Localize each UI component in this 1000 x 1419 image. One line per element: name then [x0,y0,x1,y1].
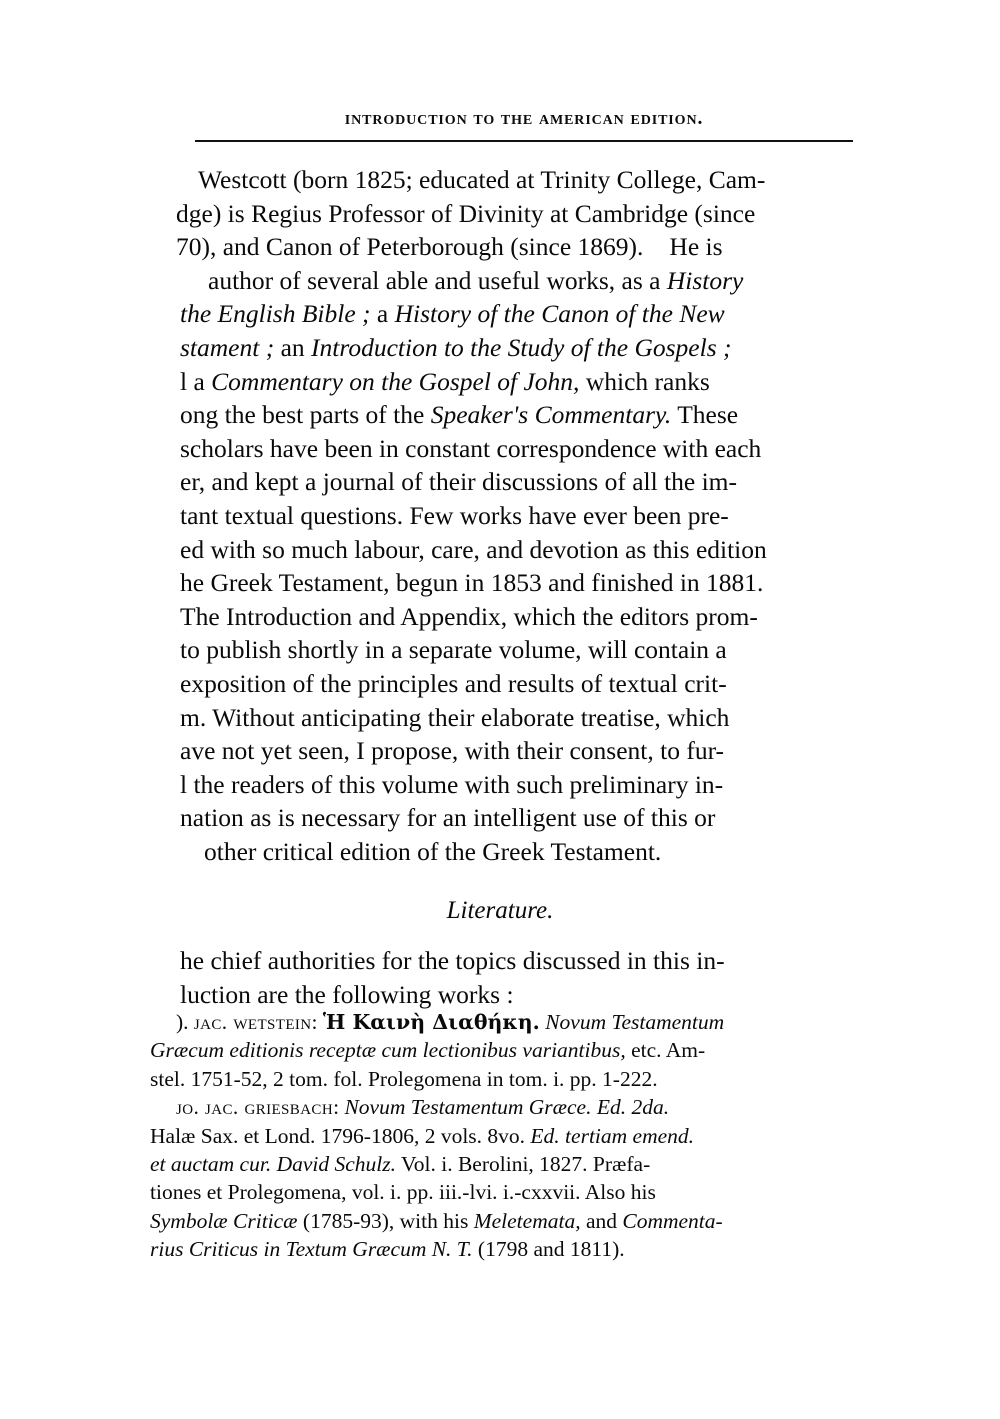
body-line [150,331,850,365]
body-line [150,633,850,667]
body-line [150,264,850,298]
bib-latin-title: rius Criticus in Textum Græcum N. T. [150,1237,473,1262]
body-line-italic: History [666,265,744,295]
bib-text: : [311,1010,323,1034]
body-line-italic: stament ; [180,332,275,362]
body-line-text: other critical edition of the Greek Testament. [204,836,662,866]
running-head: introduction to the american edition. [344,108,704,129]
bib-text: stel. 1751-52, 2 tom. fol. Prolegomena in tom. i. pp. 1-222. [150,1066,658,1091]
page-header [195,108,853,142]
body-line [150,801,850,835]
bibliography-line [150,1150,880,1178]
bib-text: and [580,1208,623,1233]
body-line [150,398,850,432]
body-line-italic: History of the Canon of the New [394,299,725,329]
bibliography-line [150,1207,880,1235]
body-line-text: to publish shortly in a separate volume, will contain a [180,635,727,665]
bib-text: Halæ Sax. et Lond. 1796-1806, 2 vols. 8vo. [150,1123,526,1148]
body-line [150,978,870,1012]
body-line-text: tant textual questions. Few works have ever been pre- [180,500,729,530]
body-line-text: exposition of the principles and results of textual crit- [180,668,727,698]
body-line-text: he chief authorities for the topics discussed in this in- [180,946,725,975]
bib-text: (1798 and 1811). [472,1237,625,1262]
bib-latin-title: Græcum editionis receptæ cum lectionibus variantibus, [150,1038,626,1063]
bibliography-line [150,1122,880,1150]
body-line-text: m. Without anticipating their elaborate treatise, which [180,702,730,732]
body-line [150,667,850,701]
body-line-italic: Commentary on the Gospel of John, [211,366,580,396]
body-line-text: The Introduction and Appendix, which the editors prom- [180,601,758,631]
body-line [150,499,850,533]
bib-latin-title: Symbolæ Criticæ [150,1208,298,1233]
bibliography-list [150,1008,880,1264]
body-line-text: which ranks [579,366,710,396]
bibliography-entry-wetstein [150,1008,880,1036]
body-line-text: 70), and Canon of Peterborough (since 1869). [176,232,644,262]
body-line-text: dge) is Regius Professor of Divinity at Cambridge (since [176,198,756,228]
bibliography-line [150,1235,880,1263]
bib-author-smallcaps: jac. wetstein [193,1010,312,1034]
bib-text: (1785-93), with his [297,1208,474,1233]
bib-edition: Ed. 2da. [591,1095,670,1120]
body-line-text: luction are the following works : [180,979,514,1009]
body-line-text: ong the best parts of the [180,400,431,430]
bib-latin-title: Novum Testamentum Græce. [344,1095,592,1120]
bib-author-smallcaps: jac. griesbach [205,1095,334,1120]
body-line [150,768,850,802]
body-line [150,835,850,869]
bib-text: : [333,1095,345,1120]
bib-text: ). [176,1010,194,1034]
bibliography-entry-griesbach [150,1093,880,1121]
literature-intro [150,944,870,1011]
bib-text: Also his [580,1180,656,1205]
body-line-text: l the readers of this volume with such preliminary in- [180,769,724,799]
body-line-italic: the English Bible ; [180,299,371,329]
body-line-text: er, and kept a journal of their discussions of all the im- [180,467,738,497]
body-line-text: He is [669,232,723,262]
body-line [150,566,850,600]
body-line [150,230,850,264]
body-line [150,533,850,567]
body-line-text: These [671,400,739,430]
body-line-text: an [274,332,312,362]
bib-edition: Ed. tertiam emend. [525,1123,695,1148]
body-line-text: a [370,299,395,329]
body-line [150,600,850,634]
body-line-italic: Speaker's Commentary. [430,400,672,430]
body-line [150,465,850,499]
bib-text: etc. Am- [625,1038,706,1063]
body-line [150,701,850,735]
literature-heading: Literature. [446,897,554,924]
body-line-text: he Greek Testament, begun in 1853 and finished in 1881. [180,568,764,598]
body-line-text: ave not yet seen, I propose, with their consent, to fur- [180,736,725,766]
bib-greek-title: Ἡ Καινὴ Διαθήκη. [322,1010,540,1034]
body-line-text: nation as is necessary for an intelligent use of this or [180,803,716,833]
body-line [150,197,850,231]
bib-latin-title: Meletemata, [473,1208,581,1233]
body-line-text: Westcott (born 1825; educated at Trinity College, Cam- [198,165,766,194]
header-rule [195,140,853,142]
body-line [150,432,850,466]
body-line-italic: Introduction to the Study of the Gospels ; [311,332,732,362]
bib-text: Vol. i. Berolini, 1827. Præfa- [396,1151,651,1176]
bib-latin-title: Commenta- [622,1208,723,1233]
body-line [150,163,850,197]
body-line [150,365,850,399]
body-line-text: scholars have been in constant correspondence with each [180,433,762,463]
body-paragraph [150,163,850,868]
bib-edition: et auctam cur. David Schulz. [150,1151,397,1176]
body-line-text: ed with so much labour, care, and devotion as this edition [180,534,767,564]
bibliography-line [150,1065,880,1093]
bibliography-line [150,1178,880,1206]
body-line-text: l a [180,366,212,396]
body-line [150,734,850,768]
body-line [150,944,870,978]
bib-author-smallcaps: jo. [176,1095,206,1120]
bib-latin-title: Novum Testamentum [539,1010,725,1034]
body-line-text: author of several able and useful works, as a [208,265,667,295]
bibliography-line [150,1036,880,1064]
bib-text: tiones et Prolegomena, vol. i. pp. iii.-lvi. i.-cxxvii. [150,1180,581,1205]
body-line [150,297,850,331]
